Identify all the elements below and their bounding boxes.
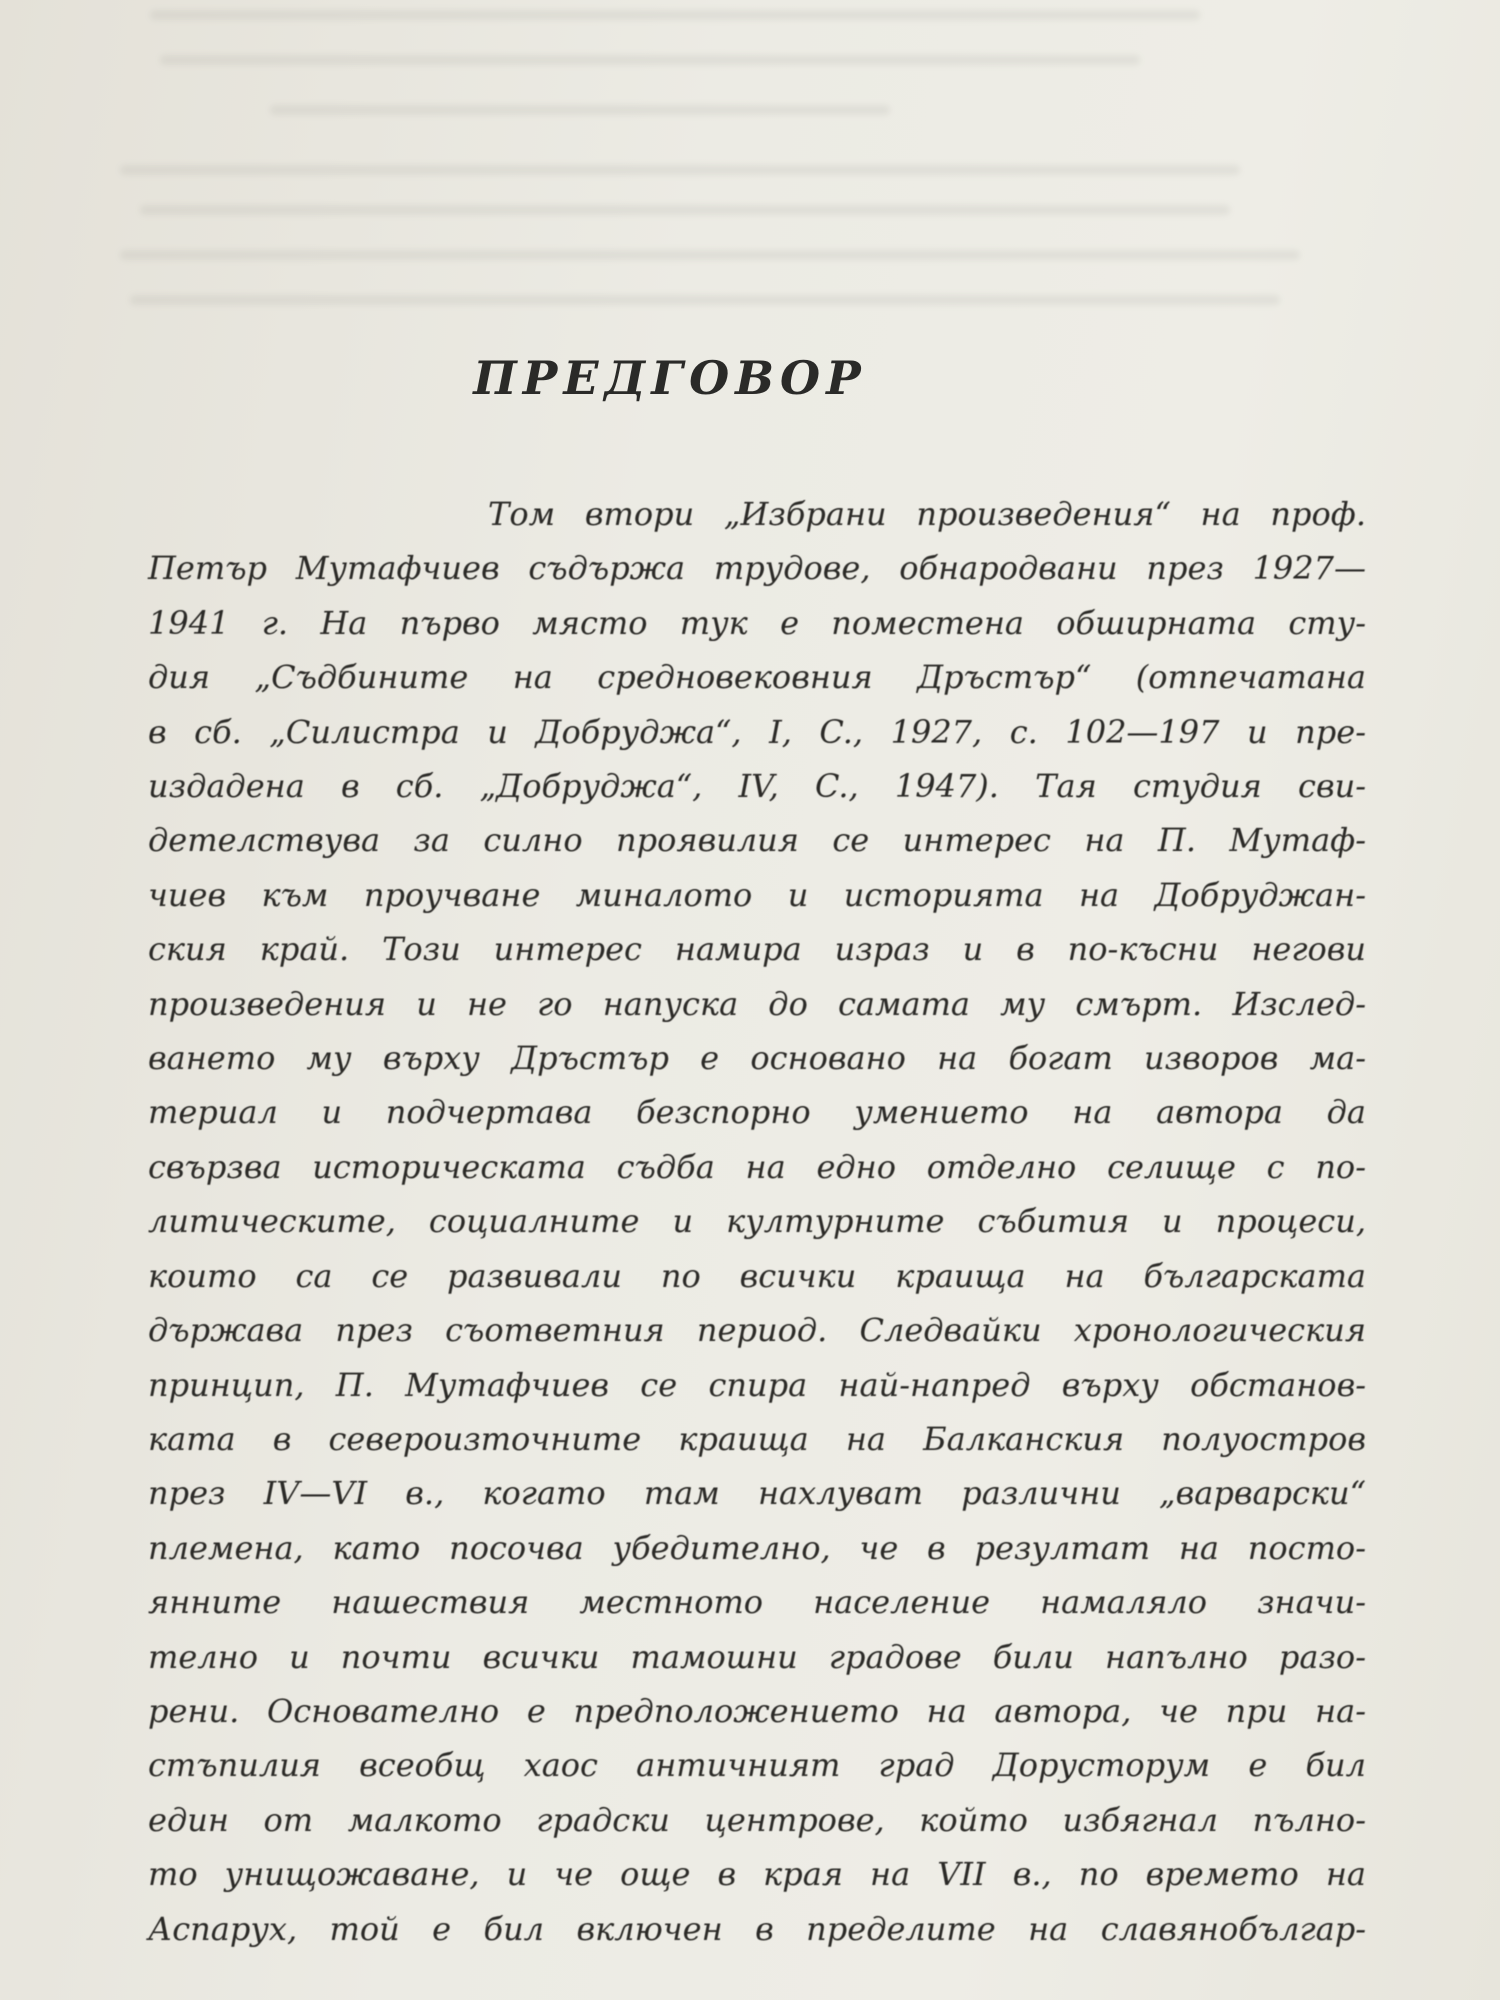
text-line: то унищожаване, и че още в края на VII в., по времето на [148, 1855, 1366, 1894]
text-line: 1941 г. На първо място тук е поместена обширната сту- [148, 603, 1366, 642]
text-line: държава през съответния период. Следвайки хронологическия [148, 1311, 1366, 1350]
bleed-mark [130, 295, 1280, 305]
text-line: ския край. Този интерес намира израз и в по-късни негови [148, 930, 1366, 969]
text-line: янните нашествия местното население намаляло значи- [148, 1583, 1366, 1622]
bleed-mark [160, 55, 1140, 65]
text-line: рени. Основателно е предположението на автора, че при на- [148, 1691, 1366, 1730]
bleed-mark [270, 105, 890, 115]
bleed-mark [140, 205, 1230, 215]
text-line: стъпилия всеобщ хаос античният град Дорусторум е бил [148, 1746, 1366, 1785]
page-title: ПРЕДГОВОР [473, 350, 867, 405]
text-line: литическите, социалните и културните събития и процеси, [148, 1202, 1366, 1241]
text-line: Аспарух, той е бил включен в пределите на славянобългар- [148, 1909, 1366, 1948]
text-line: принцип, П. Мутафчиев се спира най-напред върху обстанов- [148, 1365, 1366, 1404]
text-line: териал и подчертава безспорно умението на автора да [148, 1093, 1366, 1132]
text-line: Том втори „Избрани произведения“ на проф. [488, 495, 1366, 533]
bleed-mark [120, 250, 1300, 260]
bleed-mark [150, 10, 1200, 20]
preface-paragraph [148, 487, 1366, 1956]
text-line: в сб. „Силистра и Добруджа“, I, C., 1927, с. 102—197 и пре- [148, 712, 1366, 751]
text-line: един от малкото градски центрове, който избягнал пълно- [148, 1800, 1366, 1839]
bleed-through-text [120, 0, 1380, 330]
bleed-mark [120, 165, 1240, 175]
text-line: телно и почти всички тамошни градове били напълно разо- [148, 1637, 1366, 1676]
text-line: свързва историческата съдба на едно отделно селище с по- [148, 1147, 1366, 1186]
text-line: племена, като посочва убедително, че в резултат на посто- [148, 1528, 1366, 1567]
text-line: произведения и не го напуска до самата му смърт. Изслед- [148, 984, 1366, 1023]
text-line: ването му върху Дръстър е основано на богат изворов ма- [148, 1039, 1366, 1078]
text-line: детелствува за силно проявилия се интерес на П. Мутаф- [148, 821, 1366, 860]
text-line: ката в североизточните краища на Балканския полуостров [148, 1419, 1366, 1458]
text-line: през IV—VI в., когато там нахлуват различни „варварски“ [148, 1474, 1366, 1513]
text-line: издадена в сб. „Добруджа“, IV, C., 1947). Тая студия сви- [148, 767, 1366, 806]
text-line: дия „Съдбините на средновековния Дръстър“ (отпечатана [148, 658, 1366, 697]
text-line: които са се развивали по всички краища на българската [148, 1256, 1366, 1295]
text-line: чиев към проучване миналото и историята на Добруджан- [148, 875, 1366, 914]
text-line: Петър Мутафчиев съдържа трудове, обнародвани през 1927— [148, 549, 1366, 588]
